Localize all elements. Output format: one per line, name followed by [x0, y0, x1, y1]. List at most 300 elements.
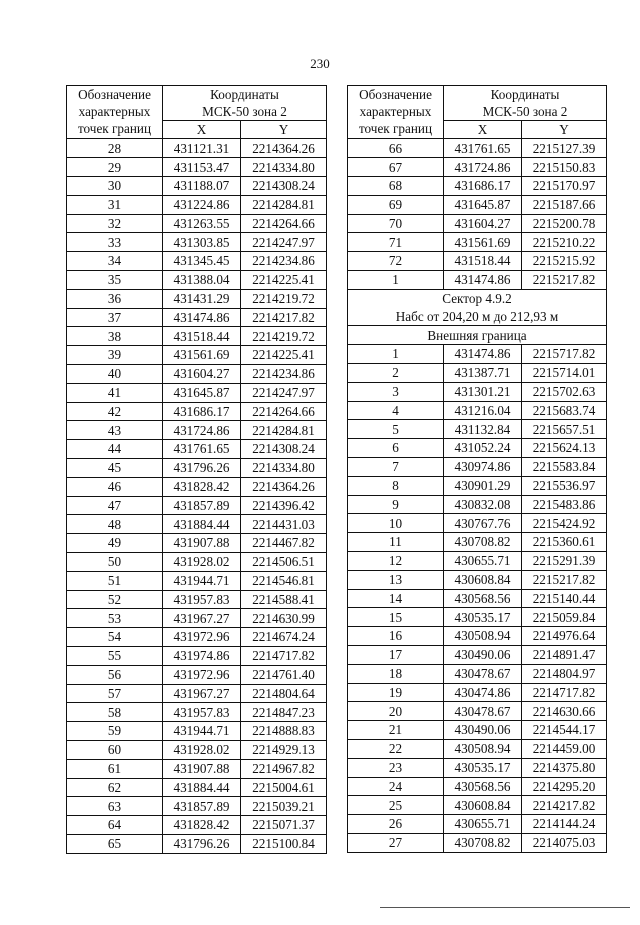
table-row — [67, 534, 327, 553]
table-row — [348, 627, 607, 646]
point-number: 24 — [348, 777, 444, 796]
point-number: 42 — [67, 402, 163, 421]
point-number: 15 — [348, 608, 444, 627]
table-row — [348, 476, 607, 495]
coord-x: 431474.86 — [163, 308, 241, 327]
point-number: 6 — [348, 439, 444, 458]
header-designation-line-2: характерных — [78, 104, 151, 120]
sector-title: Сектор 4.9.2 — [442, 290, 512, 306]
table-row — [348, 514, 607, 533]
point-number: 28 — [67, 139, 163, 158]
table-row — [67, 346, 327, 365]
table-row — [348, 345, 607, 364]
coord-y: 2214234.86 — [241, 252, 327, 271]
coord-y: 2214234.86 — [241, 364, 327, 383]
coord-x: 431561.69 — [163, 346, 241, 365]
coord-y: 2215187.66 — [522, 195, 607, 214]
coord-x: 430767.76 — [444, 514, 522, 533]
table-row — [348, 439, 607, 458]
coord-x: 431974.86 — [163, 646, 241, 665]
coord-x: 431957.83 — [163, 590, 241, 609]
coord-y: 2215714.01 — [522, 363, 607, 382]
point-number: 25 — [348, 796, 444, 815]
sector-title-cell — [348, 289, 607, 326]
coord-y: 2214717.82 — [241, 646, 327, 665]
point-number: 35 — [67, 270, 163, 289]
table-row — [67, 214, 327, 233]
point-number: 19 — [348, 683, 444, 702]
coord-x: 431474.86 — [444, 345, 522, 364]
header-x: X — [163, 121, 241, 139]
header-designation-line-1: Обозначение — [78, 87, 151, 102]
point-number: 9 — [348, 495, 444, 514]
coord-x: 431828.42 — [163, 477, 241, 496]
table-row — [348, 363, 607, 382]
point-number: 61 — [67, 759, 163, 778]
coord-y: 2215657.51 — [522, 420, 607, 439]
coord-x: 431132.84 — [444, 420, 522, 439]
coord-y: 2215483.86 — [522, 495, 607, 514]
coord-y: 2214264.66 — [241, 214, 327, 233]
coord-x: 431928.02 — [163, 740, 241, 759]
coord-y: 2215624.13 — [522, 439, 607, 458]
point-number: 27 — [348, 833, 444, 852]
point-number: 56 — [67, 665, 163, 684]
point-number: 62 — [67, 778, 163, 797]
table-row — [348, 833, 607, 852]
point-number: 10 — [348, 514, 444, 533]
coord-y: 2214284.81 — [241, 195, 327, 214]
table-row — [67, 628, 327, 647]
point-number: 58 — [67, 703, 163, 722]
point-number: 65 — [67, 834, 163, 853]
coord-y: 2215215.92 — [522, 252, 607, 271]
table-row — [348, 382, 607, 401]
coord-y: 2214144.24 — [522, 815, 607, 834]
coord-x: 431052.24 — [444, 439, 522, 458]
coord-y: 2214804.97 — [522, 664, 607, 683]
table-row — [348, 158, 607, 177]
table-row — [67, 646, 327, 665]
header-y: Y — [241, 121, 327, 139]
point-number: 44 — [67, 440, 163, 459]
point-number: 2 — [348, 363, 444, 382]
coord-x: 431121.31 — [163, 139, 241, 158]
table-row — [348, 664, 607, 683]
table-row — [67, 233, 327, 252]
coord-x: 430974.86 — [444, 457, 522, 476]
coord-y: 2215150.83 — [522, 158, 607, 177]
table-row — [348, 195, 607, 214]
coord-y: 2214459.00 — [522, 739, 607, 758]
coord-y: 2214364.26 — [241, 477, 327, 496]
table-row — [348, 721, 607, 740]
table-row — [348, 495, 607, 514]
coord-x: 431301.21 — [444, 382, 522, 401]
coord-x: 431928.02 — [163, 552, 241, 571]
coord-y: 2214219.72 — [241, 289, 327, 308]
coord-y: 2215217.82 — [522, 270, 607, 289]
table-row — [67, 402, 327, 421]
coord-y: 2215717.82 — [522, 345, 607, 364]
coord-y: 2214225.41 — [241, 270, 327, 289]
table-row — [67, 458, 327, 477]
coord-y: 2214804.64 — [241, 684, 327, 703]
table-row — [67, 477, 327, 496]
coord-x: 430901.29 — [444, 476, 522, 495]
coord-x: 430490.06 — [444, 645, 522, 664]
coord-y: 2214247.97 — [241, 233, 327, 252]
point-number: 64 — [67, 816, 163, 835]
coord-y: 2215683.74 — [522, 401, 607, 420]
header-y: Y — [522, 121, 607, 139]
point-number: 4 — [348, 401, 444, 420]
table-row — [67, 158, 327, 177]
header-designation-line-1: Обозначение — [359, 87, 432, 102]
table-row — [67, 364, 327, 383]
table-row — [348, 777, 607, 796]
point-number: 43 — [67, 421, 163, 440]
coord-x: 431944.71 — [163, 722, 241, 741]
header-designation — [348, 86, 444, 139]
point-number: 11 — [348, 533, 444, 552]
table-row — [67, 308, 327, 327]
coord-y: 2214217.82 — [241, 308, 327, 327]
coord-x: 431686.17 — [444, 177, 522, 196]
coord-x: 431761.65 — [444, 139, 522, 158]
coord-y: 2214075.03 — [522, 833, 607, 852]
table-row — [67, 834, 327, 853]
coord-y: 2215360.61 — [522, 533, 607, 552]
table-row — [67, 327, 327, 346]
coord-x: 431907.88 — [163, 534, 241, 553]
table-row — [348, 589, 607, 608]
coord-x: 430568.56 — [444, 777, 522, 796]
point-number: 20 — [348, 702, 444, 721]
coord-y: 2214891.47 — [522, 645, 607, 664]
table-row — [348, 177, 607, 196]
coordinates-table-left — [66, 85, 327, 854]
point-number: 49 — [67, 534, 163, 553]
point-number: 39 — [67, 346, 163, 365]
table-row — [348, 214, 607, 233]
point-number: 46 — [67, 477, 163, 496]
point-number: 26 — [348, 815, 444, 834]
table-row — [67, 778, 327, 797]
coord-y: 2214396.42 — [241, 496, 327, 515]
point-number: 38 — [67, 327, 163, 346]
point-number: 29 — [67, 158, 163, 177]
header-coordinates — [444, 86, 607, 121]
coord-y: 2214264.66 — [241, 402, 327, 421]
coord-y: 2214630.99 — [241, 609, 327, 628]
coord-x: 431967.27 — [163, 609, 241, 628]
table-row — [67, 252, 327, 271]
coord-y: 2214588.41 — [241, 590, 327, 609]
coord-y: 2215217.82 — [522, 570, 607, 589]
coord-y: 2215140.44 — [522, 589, 607, 608]
point-number: 59 — [67, 722, 163, 741]
coord-y: 2214217.82 — [522, 796, 607, 815]
coord-y: 2214308.24 — [241, 177, 327, 196]
point-number: 60 — [67, 740, 163, 759]
point-number: 52 — [67, 590, 163, 609]
coord-y: 2214888.83 — [241, 722, 327, 741]
point-number: 45 — [67, 458, 163, 477]
table-row — [348, 233, 607, 252]
point-number: 37 — [67, 308, 163, 327]
point-number: 31 — [67, 195, 163, 214]
point-number: 57 — [67, 684, 163, 703]
table-row — [348, 139, 607, 158]
coord-x: 431724.86 — [444, 158, 522, 177]
coord-x: 430568.56 — [444, 589, 522, 608]
coord-y: 2215059.84 — [522, 608, 607, 627]
coord-x: 430708.82 — [444, 533, 522, 552]
coord-y: 2214717.82 — [522, 683, 607, 702]
point-number: 50 — [67, 552, 163, 571]
coord-x: 430474.86 — [444, 683, 522, 702]
header-coordinates-line-2: МСК-50 зона 2 — [202, 104, 287, 120]
coord-x: 431944.71 — [163, 571, 241, 590]
coord-x: 431153.47 — [163, 158, 241, 177]
header-designation-line-3: точек границ — [358, 121, 433, 137]
coord-x: 431686.17 — [163, 402, 241, 421]
point-number: 66 — [348, 139, 444, 158]
coord-y: 2214225.41 — [241, 346, 327, 365]
table-row — [348, 252, 607, 271]
coord-x: 430608.84 — [444, 796, 522, 815]
coord-x: 430608.84 — [444, 570, 522, 589]
table-row — [67, 609, 327, 628]
table-row — [67, 289, 327, 308]
coord-y: 2214247.97 — [241, 383, 327, 402]
point-number: 33 — [67, 233, 163, 252]
point-number: 71 — [348, 233, 444, 252]
table-row — [348, 401, 607, 420]
coordinates-table-right — [347, 85, 607, 853]
coord-x: 431604.27 — [444, 214, 522, 233]
table-row — [348, 551, 607, 570]
coord-y: 2215702.63 — [522, 382, 607, 401]
coord-x: 431957.83 — [163, 703, 241, 722]
table-row — [348, 420, 607, 439]
table-row — [348, 533, 607, 552]
coord-x: 431972.96 — [163, 665, 241, 684]
header-coordinates-line-2: МСК-50 зона 2 — [482, 104, 568, 120]
point-number: 34 — [67, 252, 163, 271]
table-row — [348, 702, 607, 721]
coord-x: 431387.71 — [444, 363, 522, 382]
coord-x: 431604.27 — [163, 364, 241, 383]
table-row — [67, 571, 327, 590]
table-row — [348, 457, 607, 476]
coord-x: 431188.07 — [163, 177, 241, 196]
table-row — [348, 758, 607, 777]
coord-y: 2214334.80 — [241, 158, 327, 177]
coord-y: 2215424.92 — [522, 514, 607, 533]
coord-y: 2214929.13 — [241, 740, 327, 759]
coord-x: 431907.88 — [163, 759, 241, 778]
coord-y: 2215100.84 — [241, 834, 327, 853]
point-number: 72 — [348, 252, 444, 271]
boundary-label: Внешняя граница — [348, 326, 607, 345]
coord-y: 2214295.20 — [522, 777, 607, 796]
coord-x: 431474.86 — [444, 270, 522, 289]
table-row — [67, 703, 327, 722]
coord-y: 2214219.72 — [241, 327, 327, 346]
point-number: 51 — [67, 571, 163, 590]
table-row — [67, 496, 327, 515]
coord-x: 430832.08 — [444, 495, 522, 514]
coord-x: 430655.71 — [444, 551, 522, 570]
page-number: 230 — [310, 56, 330, 71]
coord-y: 2215170.97 — [522, 177, 607, 196]
table-row — [348, 608, 607, 627]
coord-y: 2214674.24 — [241, 628, 327, 647]
header-designation-line-3: точек границ — [77, 121, 152, 137]
table-row — [67, 270, 327, 289]
table-row — [348, 645, 607, 664]
point-number: 12 — [348, 551, 444, 570]
point-number: 18 — [348, 664, 444, 683]
coord-x: 431345.45 — [163, 252, 241, 271]
coord-y: 2214375.80 — [522, 758, 607, 777]
header-coordinates — [163, 86, 327, 121]
point-number: 23 — [348, 758, 444, 777]
coord-x: 430535.17 — [444, 608, 522, 627]
coord-y: 2214544.17 — [522, 721, 607, 740]
sector-subtitle: Набс от 204,20 м до 212,93 м — [395, 308, 559, 324]
coord-y: 2215536.97 — [522, 476, 607, 495]
coord-x: 431303.85 — [163, 233, 241, 252]
header-designation — [67, 86, 163, 139]
coord-y: 2215200.78 — [522, 214, 607, 233]
table-row — [67, 177, 327, 196]
coord-x: 431884.44 — [163, 778, 241, 797]
coord-x: 430508.94 — [444, 739, 522, 758]
point-number: 47 — [67, 496, 163, 515]
coord-x: 430708.82 — [444, 833, 522, 852]
coord-y: 2214630.66 — [522, 702, 607, 721]
table-row — [67, 797, 327, 816]
coord-y: 2215583.84 — [522, 457, 607, 476]
point-number: 21 — [348, 721, 444, 740]
table-row — [348, 683, 607, 702]
coord-x: 430478.67 — [444, 702, 522, 721]
coord-x: 431216.04 — [444, 401, 522, 420]
point-number: 16 — [348, 627, 444, 646]
table-row — [67, 383, 327, 402]
coord-y: 2214334.80 — [241, 458, 327, 477]
coord-x: 431796.26 — [163, 458, 241, 477]
point-number: 22 — [348, 739, 444, 758]
point-number: 3 — [348, 382, 444, 401]
coord-y: 2214431.03 — [241, 515, 327, 534]
point-number: 48 — [67, 515, 163, 534]
table-row — [67, 590, 327, 609]
point-number: 68 — [348, 177, 444, 196]
coord-x: 431388.04 — [163, 270, 241, 289]
coord-x: 431857.89 — [163, 797, 241, 816]
table-row — [67, 722, 327, 741]
point-number: 55 — [67, 646, 163, 665]
table-row — [67, 440, 327, 459]
coord-y: 2215210.22 — [522, 233, 607, 252]
point-number: 14 — [348, 589, 444, 608]
coord-x: 431972.96 — [163, 628, 241, 647]
point-number: 53 — [67, 609, 163, 628]
coord-y: 2214284.81 — [241, 421, 327, 440]
point-number: 8 — [348, 476, 444, 495]
point-number: 5 — [348, 420, 444, 439]
coord-y: 2214976.64 — [522, 627, 607, 646]
table-row — [348, 570, 607, 589]
table-row — [348, 739, 607, 758]
coord-x: 431224.86 — [163, 195, 241, 214]
coord-x: 431645.87 — [444, 195, 522, 214]
table-row — [67, 740, 327, 759]
coord-x: 431761.65 — [163, 440, 241, 459]
table-row — [348, 815, 607, 834]
coord-y: 2214546.81 — [241, 571, 327, 590]
coord-y: 2214506.51 — [241, 552, 327, 571]
coord-y: 2215071.37 — [241, 816, 327, 835]
point-number: 40 — [67, 364, 163, 383]
table-row — [67, 816, 327, 835]
coord-x: 431518.44 — [444, 252, 522, 271]
coord-y: 2214847.23 — [241, 703, 327, 722]
point-number: 41 — [67, 383, 163, 402]
point-number: 13 — [348, 570, 444, 589]
coord-x: 430508.94 — [444, 627, 522, 646]
coord-x: 430535.17 — [444, 758, 522, 777]
coord-x: 431796.26 — [163, 834, 241, 853]
coord-x: 431884.44 — [163, 515, 241, 534]
point-number: 63 — [67, 797, 163, 816]
coord-y: 2214967.82 — [241, 759, 327, 778]
table-row — [67, 195, 327, 214]
header-coordinates-line-1: Координаты — [210, 87, 279, 102]
table-row — [67, 421, 327, 440]
coord-y: 2214364.26 — [241, 139, 327, 158]
point-number: 36 — [67, 289, 163, 308]
point-number: 17 — [348, 645, 444, 664]
coord-x: 430478.67 — [444, 664, 522, 683]
table-row — [67, 684, 327, 703]
table-row — [67, 759, 327, 778]
coord-y: 2214761.40 — [241, 665, 327, 684]
header-x: X — [444, 121, 522, 139]
coord-y: 2215039.21 — [241, 797, 327, 816]
coord-x: 431857.89 — [163, 496, 241, 515]
point-number: 32 — [67, 214, 163, 233]
point-number: 67 — [348, 158, 444, 177]
footer-rule — [380, 907, 630, 908]
table-row — [67, 139, 327, 158]
coord-x: 431431.29 — [163, 289, 241, 308]
coord-x: 431828.42 — [163, 816, 241, 835]
coord-x: 431263.55 — [163, 214, 241, 233]
coord-x: 431518.44 — [163, 327, 241, 346]
point-number: 54 — [67, 628, 163, 647]
coord-y: 2215127.39 — [522, 139, 607, 158]
point-number: 69 — [348, 195, 444, 214]
coord-y: 2214308.24 — [241, 440, 327, 459]
header-designation-line-2: характерных — [359, 104, 432, 120]
coord-x: 431967.27 — [163, 684, 241, 703]
coord-y: 2215004.61 — [241, 778, 327, 797]
